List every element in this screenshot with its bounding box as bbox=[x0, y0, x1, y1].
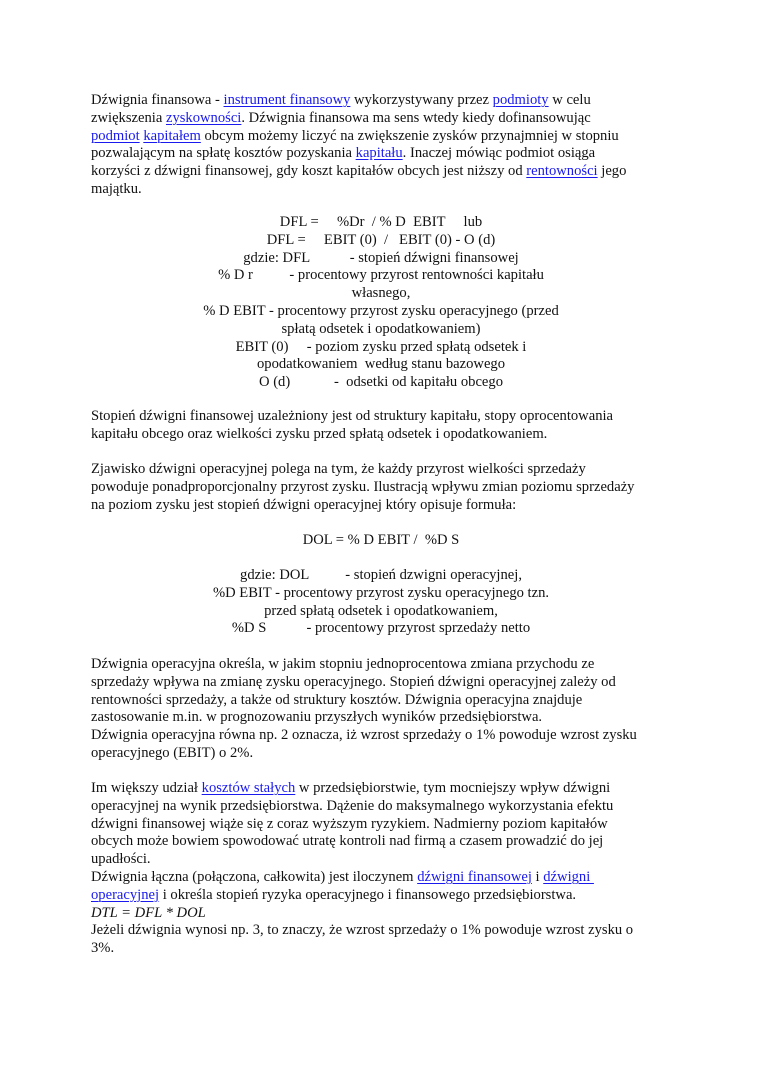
link-kosztow-stalych[interactable]: kosztów stałych bbox=[201, 780, 296, 796]
text-line: zastosowanie m.in. w prognozowaniu przyszłych wyników przedsiębiorstwa. bbox=[91, 709, 543, 726]
text-line: rentowności sprzedaży, a także od struktury kosztów. Dźwignia operacyjna znajduje bbox=[91, 691, 583, 708]
text-line: dźwigni finansowej wiąże się z coraz wyższym ryzykiem. Nadmierny poziom kapitałów bbox=[91, 815, 608, 832]
text-run: w celu bbox=[548, 92, 591, 108]
text-line bbox=[91, 163, 671, 181]
paragraph-operating-leverage bbox=[91, 461, 671, 514]
text-run: jego bbox=[597, 163, 627, 180]
dfl-legend-line: % D r - procentowy przyrost rentowności kapitału bbox=[218, 267, 544, 284]
text-line: Stopień dźwigni finansowej uzależniony jest od struktury kapitału, stopy oprocentowania bbox=[91, 408, 614, 424]
text-run: w przedsiębiorstwie, tym mocniejszy wpływ dźwigni bbox=[295, 780, 611, 796]
text-run: Dźwignia łączna (połączona, całkowita) jest iloczynem bbox=[91, 868, 418, 885]
text-line: powoduje ponadproporcjonalny przyrost zysku. Ilustracją wpływu zmian poziomu sprzedaży bbox=[91, 478, 635, 495]
text-run: i określa stopień ryzyka operacyjnego i finansowego przedsiębiorstwa. bbox=[159, 886, 577, 903]
text-line: majątku. bbox=[91, 180, 142, 197]
dfl-formula-block bbox=[91, 214, 671, 392]
link-instrument-finansowy[interactable]: instrument finansowy bbox=[223, 92, 351, 108]
dfl-formula: DFL = %Dr / % D EBIT lub bbox=[279, 214, 483, 230]
link-dzwigni-operacyjnej[interactable]: dźwigni bbox=[543, 868, 594, 885]
text-line: upadłości. bbox=[91, 851, 151, 868]
text-run: . Inaczej mówiąc podmiot osiąga bbox=[402, 145, 596, 162]
dol-formula-block bbox=[91, 532, 671, 550]
text-line: na poziom zysku jest stopień dźwigni operacyjnej który opisuje formuła: bbox=[91, 496, 517, 513]
text-line: Dźwignia operacyjna określa, w jakim stopniu jednoprocentowa zmiana przychodu ze bbox=[91, 656, 595, 672]
text-line: operacyjnej na wynik przedsiębiorstwa. Dążenie do maksymalnego wykorzystania efektu bbox=[91, 797, 614, 814]
dfl-legend-line: własnego, bbox=[351, 285, 411, 302]
text-line: operacyjnego (EBIT) o 2%. bbox=[91, 744, 254, 761]
link-kapitalem[interactable]: kapitałem bbox=[143, 127, 201, 144]
text-run: Dźwignia finansowa - bbox=[91, 92, 224, 108]
dol-legend-line: %D S - procentowy przyrost sprzedaży netto bbox=[231, 620, 531, 637]
text-line bbox=[91, 869, 671, 887]
text-run: obcym możemy liczyć na zwiększenie zysków przynajmniej w stopniu bbox=[200, 127, 619, 144]
paragraph-combined-leverage bbox=[91, 780, 671, 958]
dol-legend-line: %D EBIT - procentowy przyrost zysku operacyjnego tzn. bbox=[212, 584, 550, 601]
link-dzwigni-operacyjnej-cont[interactable]: operacyjnej bbox=[91, 886, 160, 903]
text-line bbox=[91, 780, 671, 798]
dfl-legend-line: % D EBIT - procentowy przyrost zysku operacyjnego (przed bbox=[203, 302, 559, 319]
text-line: Jeżeli dźwignia wynosi np. 3, to znaczy, że wzrost sprzedaży o 1% powoduje wzrost zysku o bbox=[91, 922, 634, 939]
dfl-legend-line: O (d) - odsetki od kapitału obcego bbox=[259, 374, 503, 391]
text-run: pozwalającym na spłatę kosztów pozyskania bbox=[91, 145, 356, 162]
text-line: obcych może bowiem spowodować utratę kontroli nad firmą a czasem prowadzić do jej bbox=[91, 833, 604, 850]
dfl-legend-line: gdzie: DFL - stopień dźwigni finansowej bbox=[243, 249, 519, 266]
text-line bbox=[91, 145, 671, 163]
dtl-formula: DTL = DFL * DOL bbox=[91, 904, 206, 921]
text-line: Dźwignia operacyjna równa np. 2 oznacza, iż wzrost sprzedaży o 1% powoduje wzrost zysku bbox=[91, 727, 637, 744]
paragraph-financial-leverage-factors bbox=[91, 408, 671, 444]
text-run: i bbox=[531, 868, 544, 885]
dfl-formula-alt: DFL = EBIT (0) / EBIT (0) - O (d) bbox=[266, 231, 496, 248]
link-podmioty[interactable]: podmioty bbox=[492, 92, 549, 108]
text-line: 3%. bbox=[91, 940, 115, 957]
dol-formula: DOL = % D EBIT / %D S bbox=[302, 532, 460, 548]
text-run: . Dźwignia finansowa ma sens wtedy kiedy dofinansowując bbox=[241, 109, 591, 126]
intro-paragraph bbox=[91, 92, 671, 199]
text-line: sprzedaży wpływa na zmianę zysku operacyjnego. Stopień dźwigni operacyjnej zależy od bbox=[91, 673, 616, 690]
text-run: wykorzystywany przez bbox=[350, 92, 493, 108]
link-podmiot[interactable]: podmiot bbox=[91, 127, 140, 144]
dol-legend-line: przed spłatą odsetek i opodatkowaniem, bbox=[264, 602, 498, 619]
text-run: korzyści z dźwigni finansowej, gdy koszt kapitałów obcych jest niższy od bbox=[91, 163, 527, 180]
text-line bbox=[91, 110, 671, 128]
dol-legend-line: gdzie: DOL - stopień dzwigni operacyjnej, bbox=[240, 567, 522, 583]
link-kapitalu[interactable]: kapitału bbox=[355, 145, 403, 162]
text-run: Im większy udział bbox=[91, 780, 202, 796]
text-line bbox=[91, 128, 671, 146]
paragraph-operating-leverage-definition bbox=[91, 656, 671, 763]
text-line: kapitału obcego oraz wielkości zysku przed spłatą odsetek i opodatkowaniem. bbox=[91, 425, 548, 442]
dfl-legend-line: EBIT (0) - poziom zysku przed spłatą odsetek i bbox=[235, 338, 527, 355]
text-line bbox=[91, 887, 671, 905]
dfl-legend-line: spłatą odsetek i opodatkowaniem) bbox=[281, 320, 481, 337]
text-run: zwiększenia bbox=[91, 109, 166, 126]
link-dzwigni-finansowej[interactable]: dźwigni finansowej bbox=[417, 868, 532, 885]
text-line bbox=[91, 92, 671, 110]
link-zyskownosci[interactable]: zyskowności bbox=[165, 109, 242, 126]
link-rentownosci[interactable]: rentowności bbox=[526, 163, 598, 180]
text-line: Zjawisko dźwigni operacyjnej polega na tym, że każdy przyrost wielkości sprzedaży bbox=[91, 461, 586, 477]
dfl-legend-line: opodatkowaniem według stanu bazowego bbox=[256, 356, 506, 373]
dol-legend-block bbox=[91, 567, 671, 638]
